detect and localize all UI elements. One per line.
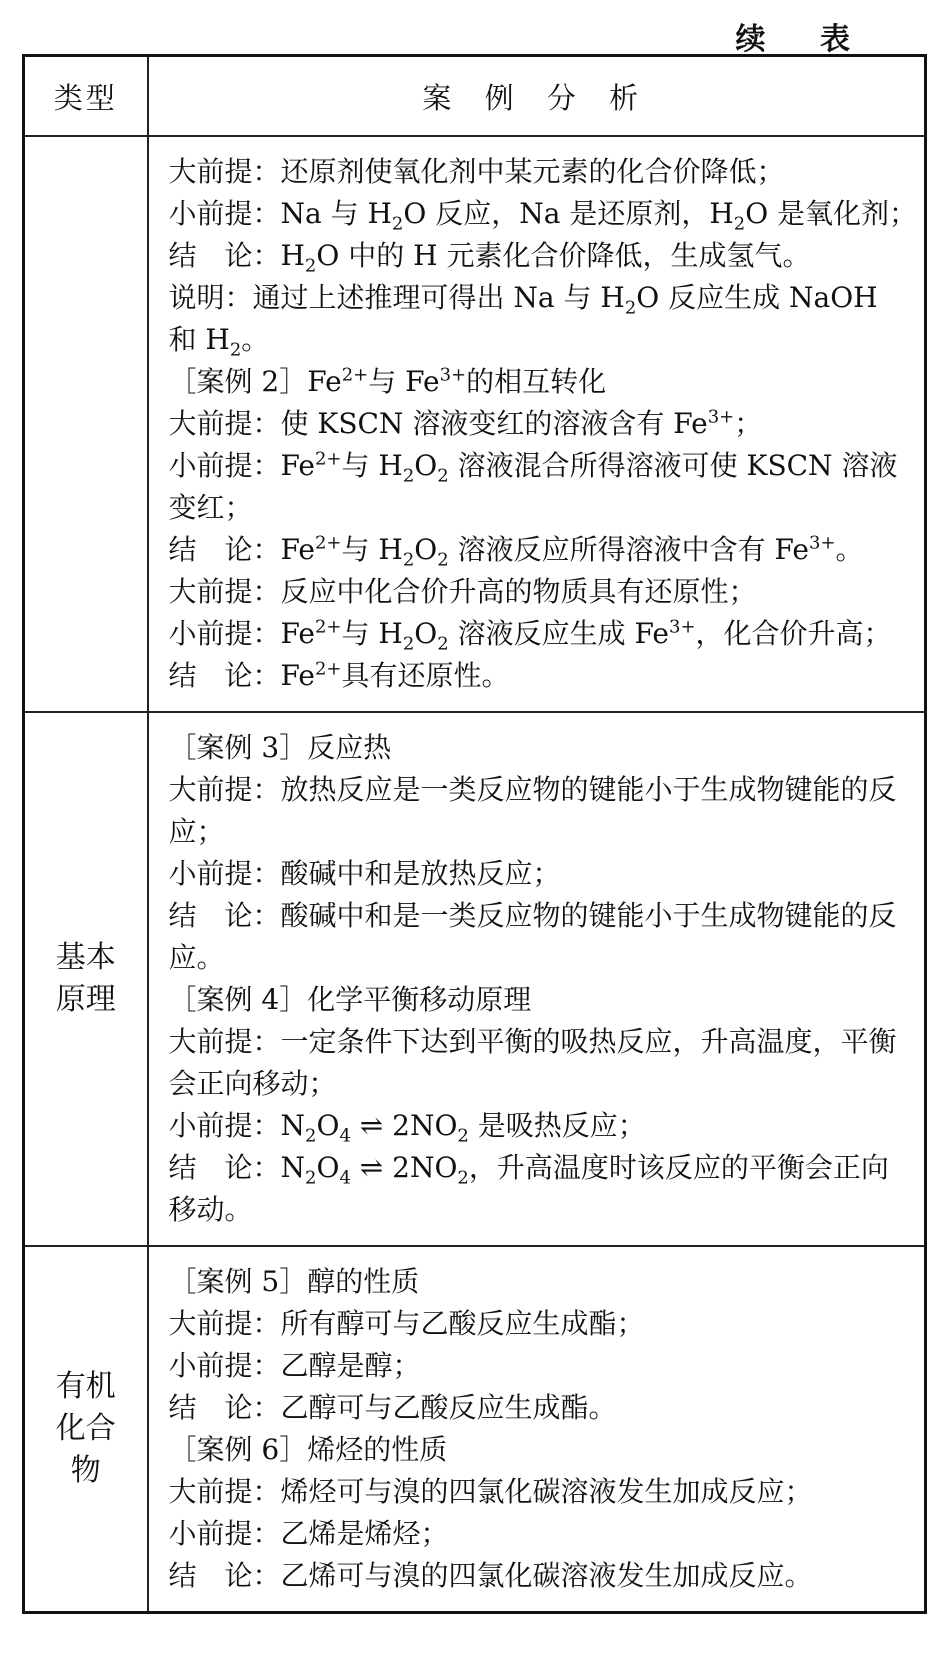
type-cell [24,136,148,712]
analysis-line: ［案例 6］烯烃的性质 [168,1433,448,1466]
type-cell: 有机化合物 [24,1246,148,1613]
continued-label: 续 表 [735,22,872,57]
table-row [24,136,926,712]
analysis-line: 小前提：乙烯是烯烃； [168,1517,449,1550]
analysis-line: ［案例 3］反应热 [168,731,392,764]
analysis-line: 大前提：还原剂使氧化剂中某元素的化合价降低； [168,155,785,188]
analysis-line: 小前提：乙醇是醇； [168,1349,421,1382]
column-header-analysis: 案 例 分 析 [148,56,926,137]
case-analysis-table [22,54,927,1614]
analysis-cell [148,1246,926,1613]
analysis-line: 大前提：烯烃可与溴的四氯化碳溶液发生加成反应； [168,1475,813,1508]
analysis-line: 结 论：$Fe^{2+}$具有还原性。 [168,658,510,692]
analysis-line: 结 论：$H_2O$ 中的 H 元素化合价降低，生成氢气。 [168,239,811,277]
analysis-line: 结 论：$Fe^{2+}$与 $H_2O_2$ 溶液反应所得溶液中含有 $Fe^{3+}$。 [168,532,864,571]
analysis-line: 大前提：放热反应是一类反应物的键能小于生成物键能的反应； [168,773,897,848]
analysis-line: 大前提：使 KSCN 溶液变红的溶液含有 $Fe^{3+}$； [168,406,763,440]
table-row [24,1246,926,1613]
analysis-line: ［案例 4］化学平衡移动原理 [168,983,532,1016]
analysis-line: 结 论：酸碱中和是一类反应物的键能小于生成物键能的反应。 [168,899,897,974]
analysis-cell [148,712,926,1246]
column-header-type: 类型 [24,56,148,137]
analysis-line: ［案例 5］醇的性质 [168,1265,420,1298]
analysis-line: 结 论：$N_2O_4$ ⇌ $2NO_2$，升高温度时该反应的平衡会正向移动。 [168,1151,889,1226]
analysis-line: 结 论：乙醇可与乙酸反应生成酯。 [168,1391,617,1424]
analysis-line: 大前提：反应中化合价升高的物质具有还原性； [168,575,757,608]
analysis-line: 小前提：酸碱中和是放热反应； [168,857,561,890]
analysis-line: 大前提：一定条件下达到平衡的吸热反应，升高温度，平衡会正向移动； [168,1025,897,1100]
table-row [24,712,926,1246]
analysis-line: ［案例 $2]Fe^{2+}$与 $Fe^{3+}$的相互转化 [168,364,607,398]
analysis-line: 结 论：乙烯可与溴的四氯化碳溶液发生加成反应。 [168,1559,813,1592]
analysis-line: 小前提：$N_2O_4$ ⇌ $2NO_2$ 是吸热反应； [168,1109,646,1147]
analysis-line: 大前提：所有醇可与乙酸反应生成酯； [168,1307,645,1340]
analysis-cell [148,136,926,712]
analysis-line: 说明：通过上述推理可得出 Na 与 $H_2O$ 反应生成 NaOH 和 $H_2$。 [168,281,878,361]
analysis-line: 小前提：$Fe^{2+}$与 $H_2O_2$ 溶液混合所得溶液可使 KSCN 溶液变红； [168,448,898,524]
type-cell: 基本原理 [24,712,148,1246]
analysis-line: 小前提：Na 与 $H_2O$ 反应，Na 是还原剂，$H_2O$ 是氧化剂； [168,197,918,235]
analysis-line: 小前提：$Fe^{2+}$与 $H_2O_2$ 溶液反应生成 $Fe^{3+}$，化合价升高； [168,616,892,655]
table-header-row [24,56,926,137]
